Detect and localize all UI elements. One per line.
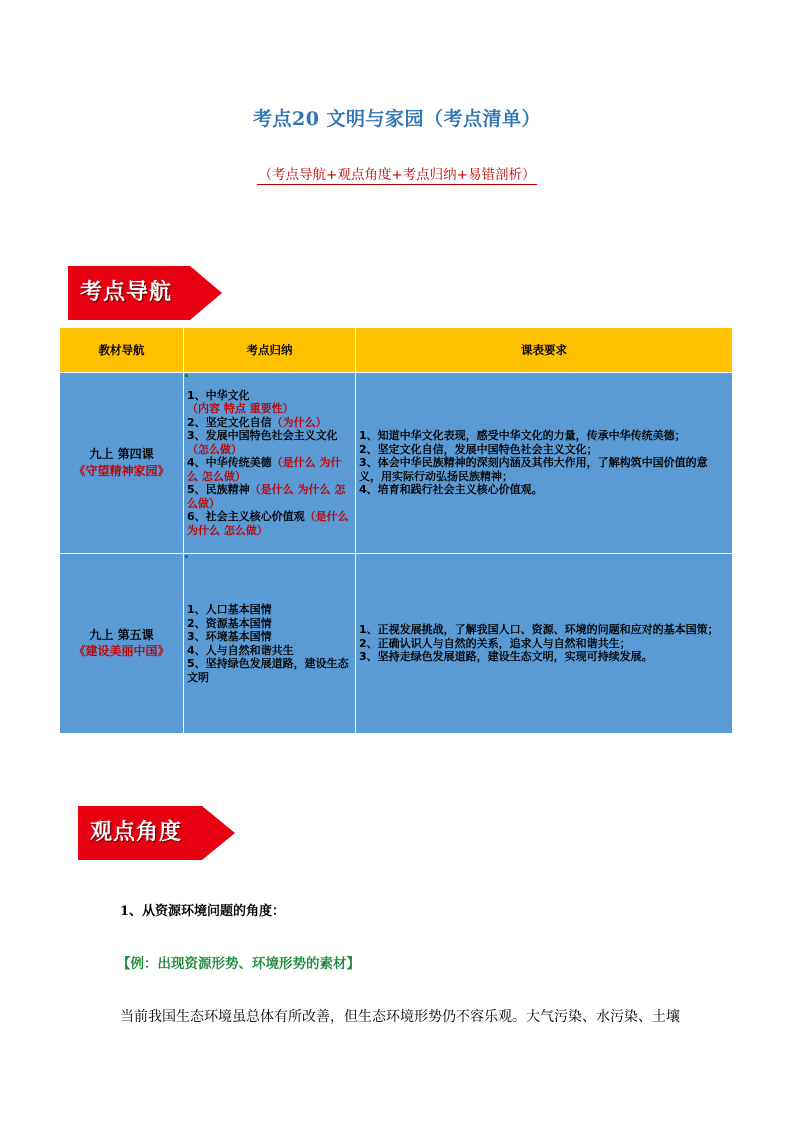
cell-marker — [185, 374, 188, 377]
cell-marker — [185, 555, 188, 558]
header-cell: 教材导航 — [60, 328, 184, 373]
banner-viewpoint — [78, 806, 235, 860]
example-label: 【例：出现资源形势、环境形势的素材】 — [117, 956, 360, 972]
table-row — [60, 373, 733, 554]
table-header-row — [60, 328, 733, 373]
requirement-item: 1、知道中华文化表现，感受中华文化的力量，传承中华传统美德； — [359, 429, 686, 443]
point-item: 6、社会主义核心价值观（是什么 为什么 怎么做） — [187, 510, 349, 537]
point-item: 3、环境基本国情 — [187, 630, 272, 643]
point-item: 2、资源基本国情 — [187, 616, 272, 630]
requirement-item: 1、正视发展挑战，了解我国人口、资源、环境的问题和应对的基本国策； — [359, 623, 719, 637]
body-paragraph: 当前我国生态环境虽总体有所改善，但生态环境形势仍不容乐观。大气污染、水污染、土壤 — [120, 1009, 680, 1025]
points-cell — [184, 373, 356, 554]
point-item: 1、中华文化（内容 特点 重要性） — [187, 388, 294, 416]
banner-nav — [68, 266, 222, 320]
requirements-cell — [356, 554, 733, 734]
page-title: 考点20 文明与家园（考点清单） — [252, 108, 542, 130]
requirement-item: 4、培育和践行社会主义核心价值观。 — [359, 483, 543, 497]
header-cell: 课表要求 — [356, 328, 733, 373]
lesson-cell: 九上 第四课 《守望精神家园》 — [60, 373, 184, 554]
requirement-item: 3、坚持走绿色发展道路，建设生态文明，实现可持续发展。 — [359, 650, 653, 664]
banner-viewpoint-label: 观点角度 — [90, 820, 183, 845]
requirement-item: 2、正确认识人与自然的关系，追求人与自然和谐共生； — [359, 636, 631, 650]
point-item: 4、人与自然和谐共生 — [187, 643, 294, 657]
requirement-item: 2、坚定文化自信，发展中国特色社会主义文化； — [359, 442, 598, 456]
points-cell — [184, 554, 356, 734]
point-item: 3、发展中国特色社会主义文化（怎么做） — [187, 429, 338, 456]
lesson-cell: 九上 第五课 《建设美丽中国》 — [60, 554, 184, 734]
point-item: 4、中华传统美德（是什么 为什么 怎么做） — [187, 456, 342, 483]
page-subtitle: （考点导航+观点角度+考点归纳+易错剖析） — [258, 167, 536, 183]
requirement-item: 3、体会中华民族精神的深刻内涵及其伟大作用，了解构筑中国价值的意义，用实际行动弘扬民族精神； — [359, 456, 708, 483]
banner-nav-label: 考点导航 — [80, 280, 173, 305]
point-item: 1、人口基本国情 — [187, 603, 272, 616]
point-item: 5、民族精神（是什么 为什么 怎么做） — [187, 483, 346, 510]
header-cell: 考点归纳 — [184, 328, 356, 373]
point-item: 2、坚定文化自信（为什么） — [187, 415, 327, 429]
requirements-cell — [356, 373, 733, 554]
table-row — [60, 554, 733, 734]
point-item: 5、坚持绿色发展道路，建设生态文明 — [187, 657, 349, 684]
viewpoint-heading: 1、从资源环境问题的角度： — [120, 904, 286, 919]
nav-table — [59, 327, 733, 734]
